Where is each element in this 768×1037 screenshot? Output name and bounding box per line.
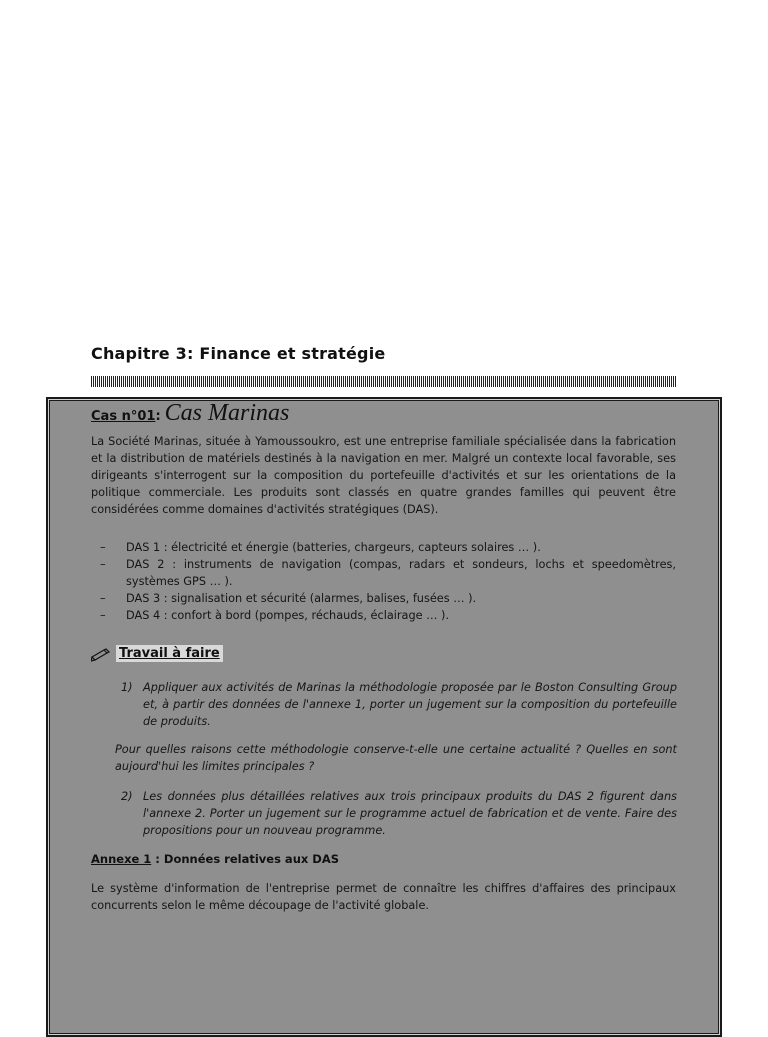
work-heading [91,645,223,662]
task-1 [121,679,677,730]
annex-paragraph: Le système d'information de l'entreprise permet de connaître les chiffres d'affaires des principaux concurrents selon le même découpage de l'activité globale. [91,882,676,912]
annex-heading [91,852,339,866]
annex-title: : Données relatives aux DAS [151,852,340,866]
case-intro-paragraph: La Société Marinas, située à Yamoussoukro, est une entreprise familiale spécialisée dans la fabrication et la distribution de matériels destinés à la navigation en mer. Malgré un contexte local favorable, ses dirigeants s'interrogent sur la composition du portefeuille d'activités et sur les orientations de la politique commerciale. Les produits sont classés en quatre grandes familles qui peuvent être considérées comme domaines d'activités stratégiques (DAS). [91,435,676,516]
das-item-4: – DAS 4 : confort à bord (pompes, réchauds, éclairage … ). [100,609,450,622]
das-item-1: – DAS 1 : électricité et énergie (batteries, chargeurs, capteurs solaires … ). [100,541,541,554]
task-number: 2) [121,790,133,803]
case-heading [91,400,289,432]
case-name: Cas Marinas [164,400,290,426]
case-number-label: Cas n°01 [91,409,156,424]
das-item-text: DAS 1 : électricité et énergie (batteries, chargeurs, capteurs solaires … ). [126,541,541,554]
das-item-3: – DAS 3 : signalisation et sécurité (alarmes, balises, fusées … ). [100,592,477,605]
case-colon: : [155,409,161,424]
hatched-divider [91,376,677,387]
das-item-2: – DAS 2 : instruments de navigation (compas, radars et sondeurs, lochs et speedomètres, systèmes GPS … ). [100,558,676,588]
annex-label: Annexe 1 [91,852,152,866]
work-label: Travail à faire [116,645,223,662]
chapter-title: Chapitre 3: Finance et stratégie [91,344,386,363]
task-text: Appliquer aux activités de Marinas la méthodologie proposée par le Boston Consulting Group et, à partir des données de l'annexe 1, porter un jugement sur la composition du portefeuille de produits. [143,681,677,728]
das-item-text: DAS 4 : confort à bord (pompes, réchauds, éclairage … ). [126,609,450,622]
task-question: Pour quelles raisons cette méthodologie conserve-t-elle une certaine actualité ? Quelles en sont aujourd'hui les limites principales ? [115,743,677,773]
das-item-text: DAS 2 : instruments de navigation (compas, radars et sondeurs, lochs et speedomètres, systèmes GPS … ). [126,558,676,588]
das-list [100,539,676,624]
das-item-text: DAS 3 : signalisation et sécurité (alarmes, balises, fusées … ). [126,592,477,605]
pencil-icon [91,646,111,662]
task-number: 1) [121,681,133,694]
task-2 [121,788,677,839]
task-text: Les données plus détaillées relatives aux trois principaux produits du DAS 2 figurent dans l'annexe 2. Porter un jugement sur le programme actuel de fabrication et de vente. Faire des propositions pour un nouveau programme. [143,790,677,837]
